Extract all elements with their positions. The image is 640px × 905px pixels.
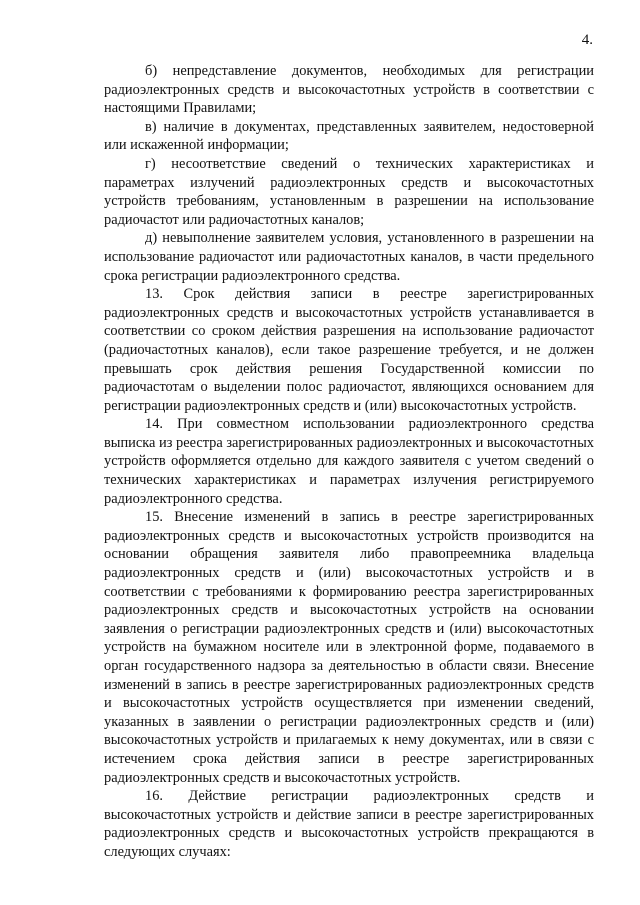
paragraph-section-15: 15. Внесение изменений в запись в реестре зарегистрированных радиоэлектронных средств и высокочастотных устройств производится на основании обращения заявителя либо правопреемника владельца радиоэлектронных средств и (или) высокочастотных устройств и в соответствии с требованиями к формированию реестра зарегистрированных радиоэлектронных средств и высокочастотных устройств на основании заявления о регистрации радиоэлектронных средств и (или) высокочастотных устройств на бумажном носителе или в электронной форме, подаваемого в орган государственного надзора за деятельностью в области связи. Внесение изменений в запись в реестре зарегистрированных радиоэлектронных средств и высокочастотных устройств осуществляется при изменении сведений, указанных в заявлении о регистрации радиоэлектронных средств и (или) высокочастотных устройств и прилагаемых к нему документах, или в связи с истечением срока действия записи в реестре зарегистрированных радиоэлектронных средств и высокочастотных устройств. (104, 509, 594, 786)
paragraph-item-d: д) невыполнение заявителем условия, установленного в разрешении на использование радиочастот или радиочастотных каналов, в части предельного срока регистрации радиоэлектронного средства. (104, 230, 594, 284)
paragraph-section-13: 13. Срок действия записи в реестре зарегистрированных радиоэлектронных средств и высокочастотных устройств устанавливается в соответствии со сроком действия разрешения на использование радиочастот (радиочастотных каналов), если такое разрешение требуется, и не должен превышать срок действия решения Государственной комиссии по радиочастотам о выделении полос радиочастот, являющихся основанием для регистрации радиоэлектронных средств и (или) высокочастотных устройств. (104, 286, 594, 414)
page-number: 4. (581, 32, 593, 48)
paragraph-item-v: в) наличие в документах, представленных заявителем, недостоверной или искаженной информации; (104, 118, 594, 154)
paragraph-section-16: 16. Действие регистрации радиоэлектронных средств и высокочастотных устройств и действие записи в реестре зарегистрированных радиоэлектронных средств и высокочастотных устройств прекращаются в следующих случаях: (104, 788, 594, 860)
paragraph-item-b: б) непредставление документов, необходимых для регистрации радиоэлектронных средств и высокочастотных устройств в соответствии с настоящими Правилами; (104, 63, 594, 117)
paragraph-item-g: г) несоответствие сведений о технических характеристиках и параметрах излучений радиоэлектронных средств и высокочастотных устройств требованиям, установленным в разрешении на использование радиочастот или радиочастотных каналов; (104, 155, 594, 228)
document-body (104, 62, 594, 862)
paragraph-section-14: 14. При совместном использовании радиоэлектронного средства выписка из реестра зарегистрированных радиоэлектронных и высокочастотных устройств оформляется отдельно для каждого заявителя с учетом сведений о технических характеристиках и параметрах излучения регистрируемого радиоэлектронного средства. (104, 416, 594, 507)
